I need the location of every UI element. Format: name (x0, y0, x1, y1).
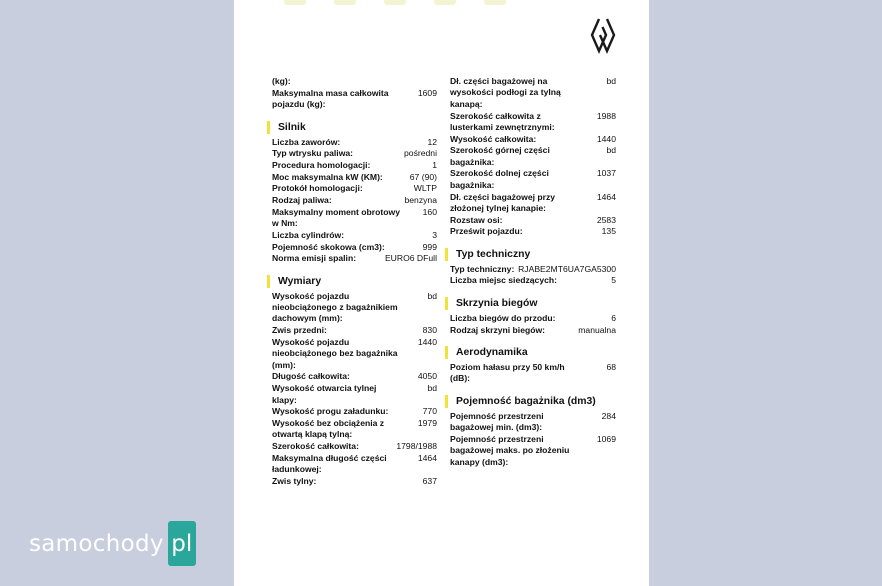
spec-label: Zwis tylny: (272, 475, 317, 486)
spec-label: Dł. części bagażowej przy złożonej tylnej kanapie: (450, 191, 556, 213)
spec-row (272, 183, 437, 194)
spec-row (450, 168, 616, 191)
spec-sheet-page (234, 0, 649, 586)
spec-label: Liczba zaworów: (272, 136, 341, 147)
spec-value: 6 (611, 312, 616, 323)
spec-label: Liczba cylindrów: (272, 229, 345, 240)
spec-row (450, 145, 616, 168)
spec-label: Moc maksymalna kW (KM): (272, 171, 383, 182)
spec-label: Wysokość całkowita: (450, 133, 537, 144)
spec-row (272, 230, 437, 241)
spec-row (450, 362, 616, 385)
spec-label: Szerokość całkowita z lusterkami zewnętrznymi: (450, 110, 555, 132)
spec-value: benzyna (404, 195, 437, 206)
spec-value: 1979 (417, 417, 437, 428)
watermark-badge: pl (168, 521, 196, 566)
spec-value: 2583 (596, 214, 616, 225)
spec-label: Maksymalna masa całkowita pojazdu (kg): (272, 87, 389, 110)
spec-value: 160 (422, 206, 437, 217)
spec-label: Wysokość pojazdu nieobciążonego z bagażnikiem dachowym (mm): (272, 290, 398, 324)
section-title: Skrzynia biegów (450, 297, 616, 310)
watermark-text: samochody (29, 530, 164, 557)
spec-value: 3 (432, 229, 437, 240)
spec-value: 1069 (596, 433, 616, 444)
spec-row (450, 434, 616, 468)
spec-label: Wysokość bez obciążenia z otwartą klapą tylną: (272, 417, 385, 440)
spec-label: Pojemność skokowa (cm3): (272, 241, 385, 252)
spec-row (272, 137, 437, 148)
spec-value: 1609 (417, 87, 437, 98)
spec-row (272, 337, 437, 371)
spec-label: Wysokość progu załadunku: (272, 406, 389, 417)
section-title: Typ techniczny (450, 248, 616, 261)
spec-value: WLTP (413, 183, 437, 194)
spec-label: Pojemność przestrzeni bagażowej maks. po złożeniu kanapy (dm3): (450, 433, 570, 467)
spec-value: EURO6 DFull (384, 253, 437, 264)
spec-row (272, 148, 437, 159)
spec-value: bd (427, 290, 437, 301)
spec-value: 1464 (596, 191, 616, 202)
spec-label: Poziom hałasu przy 50 km/h (dB): (450, 361, 565, 384)
spec-row (272, 207, 437, 230)
section-title: Aerodynamika (450, 346, 616, 359)
spec-label: Maksymalna długość części ładunkowej: (272, 452, 387, 475)
spec-value: bd (427, 383, 437, 394)
left-spec-column (272, 76, 437, 488)
spec-row (272, 406, 437, 417)
section-title: Silnik (272, 121, 437, 134)
top-decoration (274, 0, 514, 8)
samochody-watermark (29, 521, 196, 566)
spec-value: 12 (427, 136, 437, 147)
spec-row (450, 264, 616, 275)
spec-value: bd (606, 145, 616, 156)
spec-value: 1464 (417, 452, 437, 463)
spec-value: 830 (422, 325, 437, 336)
spec-row (272, 325, 437, 336)
spec-row (272, 88, 437, 111)
spec-row (450, 313, 616, 324)
spec-label: Wysokość pojazdu nieobciążonego bez bagażnika (mm): (272, 336, 398, 370)
spec-row (450, 411, 616, 434)
spec-label: Prześwit pojazdu: (450, 226, 523, 237)
spec-row (272, 418, 437, 441)
spec-row (272, 371, 437, 382)
spec-label: Rozstaw osi: (450, 214, 503, 225)
spec-label: Liczba miejsc siedzących: (450, 275, 557, 286)
spec-label: Procedura homologacji: (272, 159, 371, 170)
spec-label: Rodzaj skrzyni biegów: (450, 324, 546, 335)
spec-value: 770 (422, 406, 437, 417)
spec-value: pośredni (404, 148, 437, 159)
spec-value: 1440 (596, 133, 616, 144)
spec-row (450, 215, 616, 226)
right-spec-column (450, 76, 616, 468)
spec-value: 1 (432, 159, 437, 170)
spec-row (272, 383, 437, 406)
spec-row (272, 195, 437, 206)
spec-label: Dł. części bagażowej na wysokości podłogi za tylną kanapą: (450, 76, 561, 109)
spec-value: 135 (601, 226, 616, 237)
spec-value: RJABE2MT6UA7GA5300 (518, 263, 616, 274)
spec-label: Typ techniczny: (450, 263, 515, 274)
spec-row (272, 441, 437, 452)
spec-value: 67 (90) (409, 171, 437, 182)
spec-value: 4050 (417, 371, 437, 382)
spec-value: bd (606, 76, 616, 86)
spec-row (272, 476, 437, 487)
spec-row (272, 160, 437, 171)
spec-label: Wysokość otwarcia tylnej klapy: (272, 383, 377, 405)
spec-row (272, 453, 437, 476)
spec-row (450, 275, 616, 286)
spec-label: Maksymalny moment obrotowy w Nm: (272, 206, 400, 229)
spec-label: Zwis przedni: (272, 325, 327, 336)
spec-value: manualna (578, 324, 616, 335)
spec-row (450, 134, 616, 145)
spec-label: Długość całkowita: (272, 371, 350, 382)
section-title: Wymiary (272, 275, 437, 288)
spec-row (450, 325, 616, 336)
spec-value: 637 (422, 475, 437, 486)
spec-row (272, 172, 437, 183)
renault-logo-icon (588, 16, 618, 54)
spec-label: Typ wtrysku paliwa: (272, 148, 354, 159)
spec-value: 1037 (596, 168, 616, 179)
spec-label: Rodzaj paliwa: (272, 195, 332, 206)
spec-row (450, 192, 616, 215)
spec-label: Liczba biegów do przodu: (450, 312, 556, 323)
spec-row (272, 253, 437, 264)
section-title: Pojemność bagażnika (dm3) (450, 395, 616, 408)
spec-value: 5 (611, 275, 616, 286)
spec-label: Norma emisji spalin: (272, 253, 357, 264)
spec-value: 284 (601, 410, 616, 421)
spec-value: 1988 (596, 110, 616, 121)
spec-row (272, 76, 437, 87)
spec-row (272, 291, 437, 325)
spec-value: 68 (606, 361, 616, 372)
spec-row (450, 76, 616, 110)
spec-label: Pojemność przestrzeni bagażowej min. (dm3): (450, 410, 544, 433)
spec-label: (kg): (272, 76, 291, 86)
spec-row (272, 242, 437, 253)
spec-value: 999 (422, 241, 437, 252)
spec-row (450, 111, 616, 134)
spec-label: Szerokość dolnej części bagażnika: (450, 168, 549, 190)
spec-label: Protokół homologacji: (272, 183, 363, 194)
spec-row (450, 226, 616, 237)
spec-label: Szerokość całkowita: (272, 441, 359, 452)
spec-label: Szerokość górnej części bagażnika: (450, 145, 550, 167)
spec-value: 1440 (417, 336, 437, 347)
spec-value: 1798/1988 (396, 441, 437, 452)
